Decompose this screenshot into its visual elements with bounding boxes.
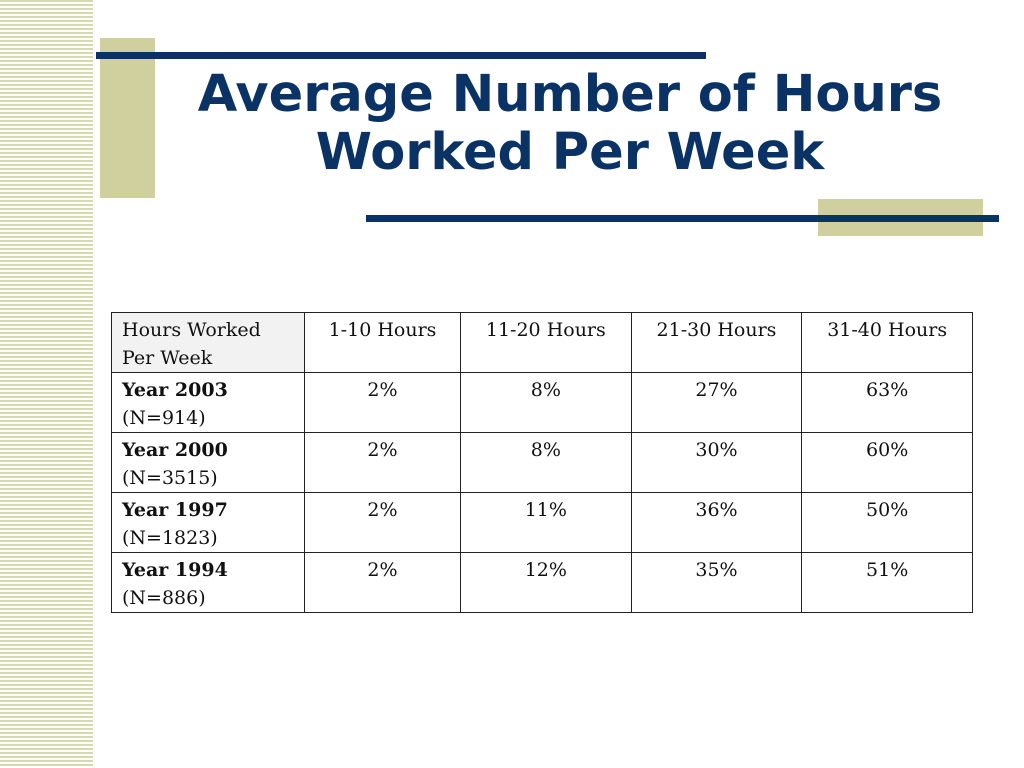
table-cell: 12% — [461, 553, 632, 613]
row-sample-size: (N=1823) — [122, 527, 218, 549]
decor-block-top — [100, 38, 155, 198]
table-cell: 2% — [305, 373, 461, 433]
table-cell: 30% — [631, 433, 802, 493]
row-year: Year 2003 — [122, 379, 228, 401]
row-sample-size: (N=914) — [122, 407, 206, 429]
table-cell: 2% — [305, 433, 461, 493]
hours-worked-table — [111, 312, 973, 613]
column-header: 1-10 Hours — [305, 313, 461, 373]
table-row — [112, 553, 973, 613]
corner-header-line-2: Per Week — [122, 347, 213, 369]
column-header: 21-30 Hours — [631, 313, 802, 373]
table-row — [112, 433, 973, 493]
corner-header — [112, 313, 305, 373]
table-cell: 2% — [305, 493, 461, 553]
table-cell: 51% — [802, 553, 973, 613]
row-header — [112, 433, 305, 493]
table-header-row — [112, 313, 973, 373]
row-sample-size: (N=3515) — [122, 467, 218, 489]
table-cell: 11% — [461, 493, 632, 553]
table-cell: 63% — [802, 373, 973, 433]
table-cell: 27% — [631, 373, 802, 433]
column-header: 31-40 Hours — [802, 313, 973, 373]
table-row — [112, 493, 973, 553]
row-year: Year 1997 — [122, 499, 228, 521]
table-cell: 35% — [631, 553, 802, 613]
row-year: Year 2000 — [122, 439, 228, 461]
slide-title-line-1: Average Number of Hours — [197, 65, 943, 124]
column-header: 11-20 Hours — [461, 313, 632, 373]
table-cell: 8% — [461, 433, 632, 493]
slide-title — [170, 66, 970, 182]
table-cell: 8% — [461, 373, 632, 433]
table-cell: 60% — [802, 433, 973, 493]
row-year: Year 1994 — [122, 559, 228, 581]
row-sample-size: (N=886) — [122, 587, 206, 609]
table-cell: 50% — [802, 493, 973, 553]
striped-side-decoration — [0, 0, 93, 768]
table-cell: 2% — [305, 553, 461, 613]
title-rule-top — [96, 52, 706, 59]
title-rule-bottom — [366, 215, 999, 222]
row-header — [112, 493, 305, 553]
table-cell: 36% — [631, 493, 802, 553]
table-row — [112, 373, 973, 433]
row-header — [112, 373, 305, 433]
row-header — [112, 553, 305, 613]
slide-title-line-2: Worked Per Week — [315, 123, 825, 182]
corner-header-line-1: Hours Worked — [122, 319, 261, 341]
